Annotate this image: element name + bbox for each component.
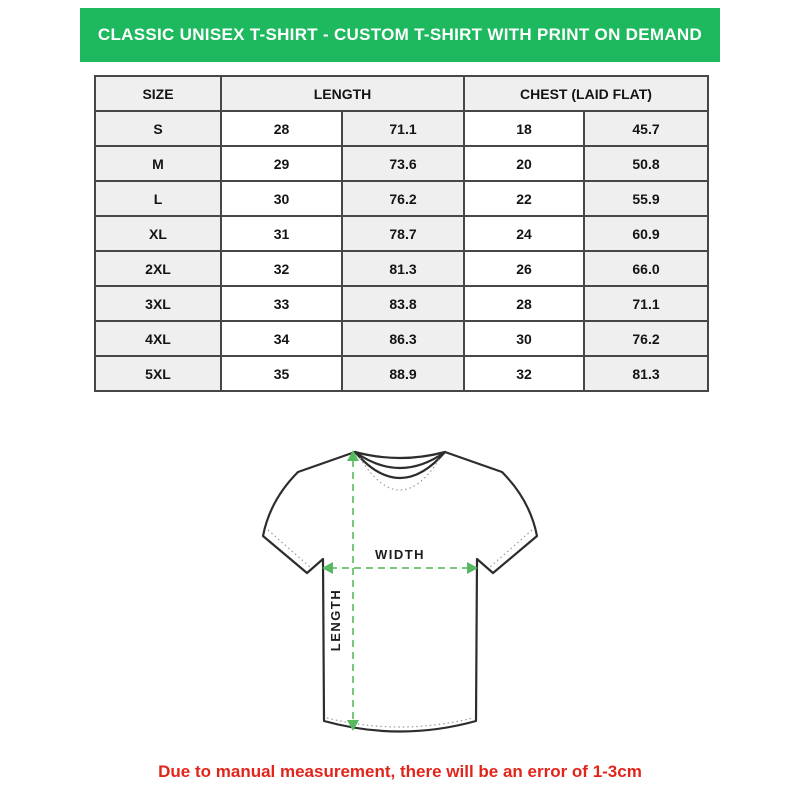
cell-length-cm: 86.3 [342, 321, 464, 356]
cell-chest-cm: 76.2 [584, 321, 708, 356]
cell-chest-cm: 66.0 [584, 251, 708, 286]
cell-chest-in: 26 [464, 251, 584, 286]
cell-length-in: 30 [221, 181, 342, 216]
table-header-row [95, 76, 708, 111]
cell-chest-cm: 55.9 [584, 181, 708, 216]
cell-length-in: 31 [221, 216, 342, 251]
cell-length-cm: 83.8 [342, 286, 464, 321]
cell-size: M [95, 146, 221, 181]
cell-size: L [95, 181, 221, 216]
title-banner [80, 8, 720, 62]
cell-size: S [95, 111, 221, 146]
cell-chest-in: 24 [464, 216, 584, 251]
cell-chest-in: 22 [464, 181, 584, 216]
table-row [95, 111, 708, 146]
cell-length-in: 35 [221, 356, 342, 391]
cell-length-cm: 76.2 [342, 181, 464, 216]
cell-chest-cm: 45.7 [584, 111, 708, 146]
cell-size: 5XL [95, 356, 221, 391]
page-title: CLASSIC UNISEX T-SHIRT - CUSTOM T-SHIRT WITH PRINT ON DEMAND [97, 25, 703, 44]
width-label: WIDTH [374, 547, 426, 562]
cell-length-cm: 71.1 [342, 111, 464, 146]
cell-length-cm: 73.6 [342, 146, 464, 181]
column-header-length: LENGTH [221, 76, 464, 111]
length-label: LENGTH [328, 588, 343, 652]
table-row [95, 356, 708, 391]
cell-chest-in: 20 [464, 146, 584, 181]
tshirt-outline [263, 452, 537, 732]
cell-chest-cm: 81.3 [584, 356, 708, 391]
table-row [95, 146, 708, 181]
table-row [95, 216, 708, 251]
cell-length-in: 33 [221, 286, 342, 321]
measurement-disclaimer: Due to manual measurement, there will be an error of 1-3cm [158, 762, 642, 781]
cell-chest-in: 30 [464, 321, 584, 356]
tshirt-measurement-diagram [240, 430, 560, 760]
table-row [95, 286, 708, 321]
table-row [95, 251, 708, 286]
cell-chest-cm: 50.8 [584, 146, 708, 181]
cell-length-cm: 88.9 [342, 356, 464, 391]
cell-chest-cm: 60.9 [584, 216, 708, 251]
column-header-chest: CHEST (LAID FLAT) [464, 76, 708, 111]
cell-length-in: 28 [221, 111, 342, 146]
cell-chest-cm: 71.1 [584, 286, 708, 321]
size-chart-table [94, 75, 709, 392]
cell-length-in: 34 [221, 321, 342, 356]
cell-chest-in: 28 [464, 286, 584, 321]
column-header-size: SIZE [95, 76, 221, 111]
cell-chest-in: 32 [464, 356, 584, 391]
cell-chest-in: 18 [464, 111, 584, 146]
cell-length-cm: 81.3 [342, 251, 464, 286]
cell-length-cm: 78.7 [342, 216, 464, 251]
cell-size: XL [95, 216, 221, 251]
table-row [95, 181, 708, 216]
cell-length-in: 32 [221, 251, 342, 286]
table-row [95, 321, 708, 356]
cell-length-in: 29 [221, 146, 342, 181]
cell-size: 4XL [95, 321, 221, 356]
cell-size: 2XL [95, 251, 221, 286]
cell-size: 3XL [95, 286, 221, 321]
